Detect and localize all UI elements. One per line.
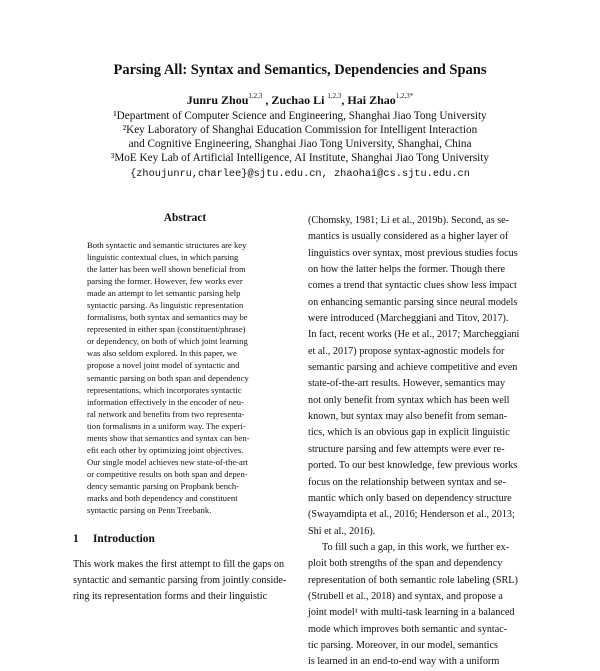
affiliation-line: ³MoE Key Lab of Artificial Intelligence, AI Institute, Shanghai Jiao Tong University (111, 152, 489, 164)
text-line: Both syntactic and semantic structures are key (87, 240, 247, 250)
text-line: semantic parsing and achieve competitive and even (308, 362, 518, 374)
text-line: mode which improves both semantic and syntac- (308, 623, 508, 635)
text-line: tic parsing. Moreover, in our model, semantics (308, 639, 498, 651)
author-separator: , (341, 93, 348, 107)
text-line: or competitive results on both span and depen- (87, 468, 248, 479)
text-line: linguistic contextual clues, in which parsing (87, 252, 239, 263)
text-line: representation of both semantic role labeling (SRL) (308, 574, 518, 586)
paper-title: Parsing All: Syntax and Semantics, Dependencies and Spans (113, 62, 487, 78)
text-line: mantic which only based on dependency structure (308, 492, 512, 504)
text-line: syntactic parsing. As linguistic representation (87, 300, 244, 311)
text-line: linguistics over syntax, most previous studies focus (308, 247, 518, 259)
text-line: Our single model achieves new state-of-the-art (87, 456, 249, 467)
author-marks: 1,2,3 (248, 92, 263, 100)
text-line: marks and both dependency and constituent (87, 492, 238, 503)
author-emails: {zhoujunru,charlee}@sjtu.edu.cn, zhaohai@cs.sjtu.edu.cn (130, 168, 470, 180)
text-line: ploit both strengths of the span and dependency (308, 558, 503, 570)
paragraph (308, 213, 534, 540)
text-line: ported. To our best knowledge, few previous works (308, 460, 518, 472)
text-line: known, but syntax may also benefit from seman- (308, 411, 508, 423)
text-line: et al., 2017) propose syntax-agnostic models for (308, 345, 505, 357)
author-marks: 1,2,3 (327, 92, 342, 100)
text-line: dency semantic parsing on Propbank bench- (87, 480, 240, 491)
text-line: on enhancing semantic parsing since neural models (308, 296, 518, 308)
text-line: Shi et al., 2016). (308, 525, 376, 537)
text-line: structure parsing and few attempts were ever re- (308, 443, 505, 455)
affiliation-line: and Cognitive Engineering, Shanghai Jiao Tong University, Shanghai, China (128, 138, 472, 150)
author-marks: 1,2,3* (395, 92, 414, 100)
text-line: represented in either span (constituent/phrase) (87, 324, 246, 335)
text-line: mantics is usually considered as a higher layer of (308, 231, 509, 243)
text-line: comes a trend that syntactic clues show less impact (308, 280, 517, 292)
text-line: ring its representation forms and their linguistic (73, 591, 268, 602)
text-line: syntactic parsing on Penn Treebank. (87, 505, 212, 516)
author-name: Zuchao Li (271, 93, 325, 107)
affiliation-line: ²Key Laboratory of Shanghai Education Commission for Intelligent Interaction (122, 124, 478, 136)
text-line: tion formalisms in a uniform way. The experi- (87, 420, 246, 431)
paragraph (308, 540, 534, 671)
section-heading (73, 533, 155, 545)
section-title: Introduction (93, 533, 155, 545)
text-line: ments show that semantics and syntax can ben- (87, 432, 250, 443)
text-line: tics, which is an obvious gap in explicit linguistic (308, 427, 510, 439)
author-name: Junru Zhou (186, 93, 249, 107)
text-line: made an attempt to let semantic parsing help (87, 288, 241, 299)
text-line: (Swayamdipta et al., 2016; Henderson et al., 2013; (308, 509, 515, 521)
text-line: ral network and benefits from two representa- (87, 408, 245, 419)
text-line: To fill such a gap, in this work, we further ex- (322, 541, 510, 553)
affiliation-line: ¹Department of Computer Science and Engineering, Shanghai Jiao Tong University (113, 110, 487, 122)
text-line: In fact, recent works (He et al., 2017; Marcheggiani (308, 329, 520, 341)
introduction-body (73, 557, 295, 605)
text-line: representations, which incorporates syntactic (87, 384, 242, 395)
text-line: (Strubell et al., 2018) and syntax, and propose a (308, 590, 503, 602)
text-line: syntactic and semantic parsing from jointly conside- (73, 575, 287, 586)
author-name: Hai Zhao (347, 93, 396, 107)
text-line: efit each other by optimizing joint objectives. (87, 444, 244, 455)
text-line: were introduced (Marcheggiani and Titov, 2017). (308, 313, 509, 325)
right-column (308, 213, 534, 671)
text-line: or dependency, on both of which joint learning (87, 336, 248, 347)
text-line: the latter has been well shown beneficial from (87, 264, 246, 275)
section-number: 1 (73, 533, 79, 545)
text-line: focus on the relationship between syntax and se- (308, 476, 506, 488)
text-line: is learned in an end-to-end way with a uniform (308, 656, 500, 668)
text-line: formalisms, both syntax and semantics may be (87, 312, 248, 323)
text-line: propose a novel joint model of syntactic and (87, 360, 240, 371)
text-line: semantic parsing on both span and dependency (87, 372, 249, 383)
text-line: on how the latter helps the former. Though there (308, 264, 505, 276)
author-list (0, 93, 600, 108)
text-line: state-of-the-art results. However, semantics may (308, 378, 506, 390)
text-line: parsing the former. However, few works ever (87, 276, 243, 287)
text-line: not only benefit from syntax which has been well (308, 394, 510, 406)
text-line: was also seldom explored. In this paper, we (87, 348, 237, 359)
text-line: This work makes the first attempt to fill the gaps on (73, 559, 285, 570)
abstract-body (87, 239, 283, 516)
text-line: information effectively in the encoder of neu- (87, 396, 244, 407)
text-line: joint model¹ with multi-task learning in a balanced (308, 607, 515, 619)
abstract-heading: Abstract (163, 212, 207, 224)
text-line: (Chomsky, 1981; Li et al., 2019b). Second, as se- (308, 215, 510, 226)
author-separator: , (262, 93, 272, 107)
